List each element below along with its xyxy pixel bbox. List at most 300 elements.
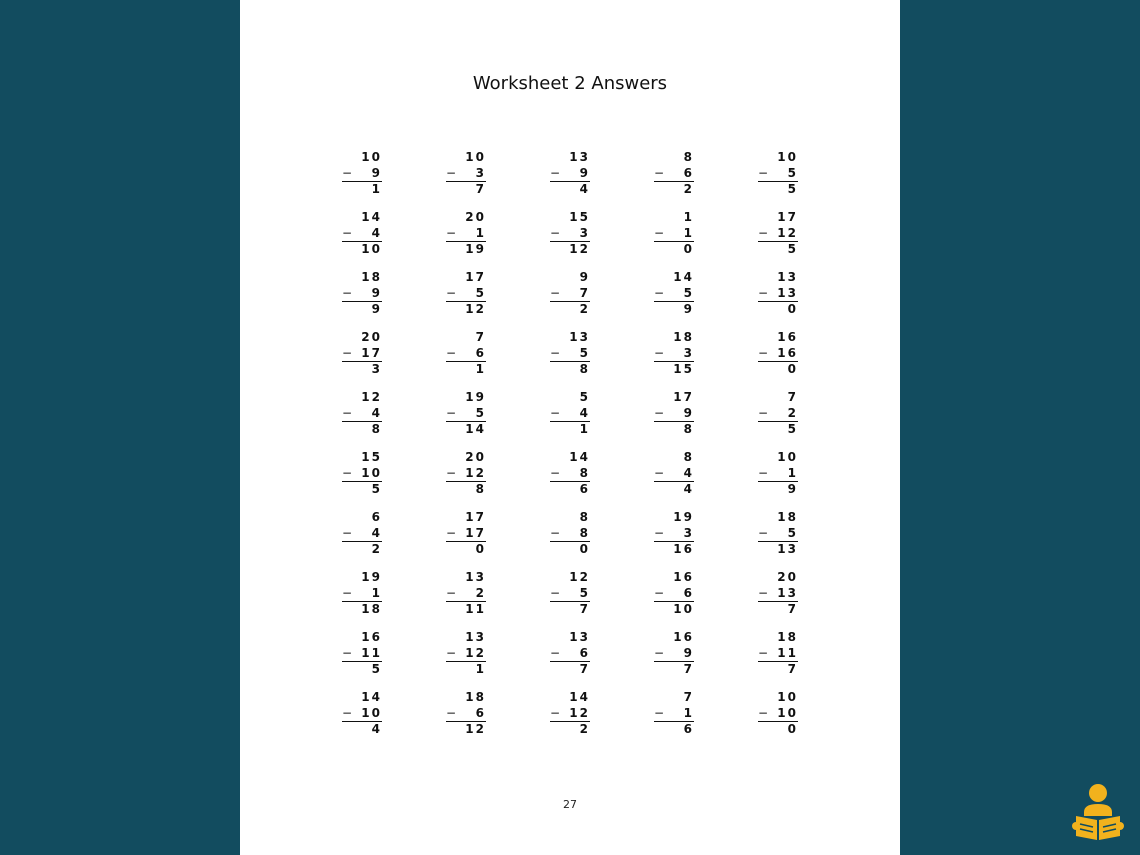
answer: 2 — [579, 302, 590, 316]
subtrahend: 16 — [777, 345, 798, 360]
subtraction-problem — [446, 270, 486, 330]
minuend: 17 — [465, 270, 486, 284]
minuend: 10 — [777, 450, 798, 464]
minuend: 10 — [361, 150, 382, 164]
reading-person-icon — [1070, 782, 1126, 842]
problem-cell — [414, 210, 518, 270]
answer: 7 — [579, 662, 590, 676]
subtrahend: 6 — [683, 585, 694, 600]
subtraction-problem — [758, 330, 798, 390]
minuend: 7 — [475, 330, 486, 344]
problem-cell — [726, 450, 830, 510]
minuend: 17 — [673, 390, 694, 404]
problem-cell — [518, 570, 622, 630]
minuend: 16 — [673, 630, 694, 644]
minuend: 14 — [673, 270, 694, 284]
minuend: 19 — [465, 390, 486, 404]
problem-cell — [414, 270, 518, 330]
minuend: 12 — [361, 390, 382, 404]
answer: 4 — [371, 722, 382, 736]
minus-sign: − — [550, 585, 563, 600]
problem-cell — [726, 150, 830, 210]
minus-sign: − — [342, 345, 355, 360]
subtraction-problem — [654, 390, 694, 450]
problem-cell — [518, 390, 622, 450]
answer: 1 — [371, 182, 382, 196]
minus-sign: − — [758, 165, 771, 180]
answer: 4 — [579, 182, 590, 196]
minus-sign: − — [550, 285, 563, 300]
answer: 8 — [683, 422, 694, 436]
minuend: 16 — [673, 570, 694, 584]
problem-cell — [414, 390, 518, 450]
subtraction-problem — [342, 150, 382, 210]
subtrahend: 8 — [579, 465, 590, 480]
minuend: 15 — [361, 450, 382, 464]
subtrahend: 17 — [465, 525, 486, 540]
minuend: 17 — [777, 210, 798, 224]
subtrahend: 11 — [777, 645, 798, 660]
problem-cell — [310, 570, 414, 630]
minus-sign: − — [550, 465, 563, 480]
subtrahend: 6 — [475, 705, 486, 720]
minus-sign: − — [758, 525, 771, 540]
subtraction-problem — [342, 210, 382, 270]
subtrahend: 12 — [569, 705, 590, 720]
problem-cell — [414, 450, 518, 510]
subtraction-problem — [654, 690, 694, 750]
minus-sign: − — [446, 525, 459, 540]
subtrahend: 9 — [579, 165, 590, 180]
minus-sign: − — [342, 225, 355, 240]
subtrahend: 8 — [579, 525, 590, 540]
minus-sign: − — [550, 405, 563, 420]
minuend: 14 — [569, 690, 590, 704]
subtraction-problem — [446, 570, 486, 630]
problem-cell — [310, 210, 414, 270]
minus-sign: − — [446, 345, 459, 360]
subtraction-problem — [550, 510, 590, 570]
answer: 7 — [475, 182, 486, 196]
minus-sign: − — [342, 465, 355, 480]
answer: 0 — [683, 242, 694, 256]
problem-cell — [726, 330, 830, 390]
problem-cell — [310, 390, 414, 450]
subtraction-problem — [758, 510, 798, 570]
subtraction-problem — [550, 450, 590, 510]
minus-sign: − — [654, 345, 667, 360]
problem-cell — [518, 450, 622, 510]
subtraction-problem — [654, 450, 694, 510]
subtrahend: 1 — [787, 465, 798, 480]
minus-sign: − — [446, 285, 459, 300]
minus-sign: − — [758, 585, 771, 600]
subtraction-problem — [446, 390, 486, 450]
minus-sign: − — [550, 225, 563, 240]
problem-cell — [726, 630, 830, 690]
subtrahend: 6 — [579, 645, 590, 660]
minuend: 10 — [465, 150, 486, 164]
answer: 9 — [683, 302, 694, 316]
problem-cell — [310, 510, 414, 570]
problem-cell — [622, 210, 726, 270]
answer: 2 — [683, 182, 694, 196]
subtrahend: 10 — [777, 705, 798, 720]
problem-cell — [622, 390, 726, 450]
problem-cell — [414, 150, 518, 210]
answer: 10 — [361, 242, 382, 256]
subtraction-problem — [446, 690, 486, 750]
answer: 8 — [371, 422, 382, 436]
subtrahend: 1 — [683, 225, 694, 240]
subtrahend: 6 — [683, 165, 694, 180]
minuend: 8 — [683, 450, 694, 464]
subtraction-problem — [342, 330, 382, 390]
problem-cell — [518, 510, 622, 570]
minuend: 13 — [569, 330, 590, 344]
subtraction-problem — [342, 510, 382, 570]
subtraction-problem — [342, 450, 382, 510]
minuend: 18 — [361, 270, 382, 284]
minuend: 8 — [683, 150, 694, 164]
subtrahend: 6 — [475, 345, 486, 360]
subtraction-problem — [342, 570, 382, 630]
minus-sign: − — [758, 285, 771, 300]
minuend: 14 — [569, 450, 590, 464]
problem-cell — [622, 690, 726, 750]
answer: 14 — [465, 422, 486, 436]
problem-cell — [310, 630, 414, 690]
subtrahend: 4 — [371, 405, 382, 420]
subtrahend: 1 — [371, 585, 382, 600]
subtrahend: 5 — [787, 165, 798, 180]
answer: 19 — [465, 242, 486, 256]
problem-cell — [726, 510, 830, 570]
answer: 7 — [683, 662, 694, 676]
subtraction-problem — [758, 210, 798, 270]
answer: 5 — [371, 482, 382, 496]
problem-cell — [622, 450, 726, 510]
minuend: 20 — [465, 210, 486, 224]
minuend: 16 — [777, 330, 798, 344]
problem-cell — [414, 630, 518, 690]
minuend: 18 — [465, 690, 486, 704]
answer: 11 — [465, 602, 486, 616]
subtraction-problem — [758, 690, 798, 750]
subtraction-problem — [758, 630, 798, 690]
minus-sign: − — [550, 165, 563, 180]
problem-cell — [726, 390, 830, 450]
subtraction-problem — [342, 690, 382, 750]
answer: 0 — [787, 722, 798, 736]
answer: 9 — [787, 482, 798, 496]
minus-sign: − — [446, 705, 459, 720]
subtraction-problem — [446, 630, 486, 690]
minuend: 13 — [465, 570, 486, 584]
problem-cell — [310, 330, 414, 390]
answer: 0 — [475, 542, 486, 556]
answer: 5 — [371, 662, 382, 676]
answer: 1 — [579, 422, 590, 436]
minus-sign: − — [446, 465, 459, 480]
subtraction-problem — [550, 150, 590, 210]
subtraction-problem — [550, 570, 590, 630]
answer: 12 — [465, 302, 486, 316]
minus-sign: − — [654, 405, 667, 420]
answer: 2 — [371, 542, 382, 556]
subtrahend: 3 — [683, 525, 694, 540]
subtraction-problem — [550, 330, 590, 390]
minus-sign: − — [758, 645, 771, 660]
problem-cell — [518, 330, 622, 390]
problem-cell — [518, 210, 622, 270]
minus-sign: − — [446, 645, 459, 660]
minuend: 15 — [569, 210, 590, 224]
minus-sign: − — [446, 405, 459, 420]
minuend: 13 — [569, 630, 590, 644]
minus-sign: − — [342, 405, 355, 420]
answer: 0 — [787, 362, 798, 376]
answer: 5 — [787, 242, 798, 256]
subtraction-problem — [550, 270, 590, 330]
subtrahend: 2 — [475, 585, 486, 600]
answer: 8 — [579, 362, 590, 376]
subtrahend: 11 — [361, 645, 382, 660]
subtraction-problem — [342, 390, 382, 450]
minus-sign: − — [758, 345, 771, 360]
answer: 5 — [787, 422, 798, 436]
minus-sign: − — [342, 285, 355, 300]
subtrahend: 9 — [371, 165, 382, 180]
subtrahend: 3 — [475, 165, 486, 180]
page-number: 27 — [563, 798, 577, 811]
subtrahend: 1 — [683, 705, 694, 720]
minuend: 18 — [673, 330, 694, 344]
minuend: 14 — [361, 210, 382, 224]
subtrahend: 9 — [683, 405, 694, 420]
minus-sign: − — [758, 225, 771, 240]
minus-sign: − — [758, 405, 771, 420]
minus-sign: − — [654, 585, 667, 600]
minus-sign: − — [446, 585, 459, 600]
minuend: 18 — [777, 510, 798, 524]
subtrahend: 10 — [361, 705, 382, 720]
subtrahend: 17 — [361, 345, 382, 360]
subtrahend: 12 — [465, 465, 486, 480]
answer: 7 — [787, 602, 798, 616]
minuend: 13 — [465, 630, 486, 644]
minuend: 1 — [683, 210, 694, 224]
problem-grid — [310, 150, 830, 750]
minus-sign: − — [342, 705, 355, 720]
subtrahend: 5 — [683, 285, 694, 300]
minus-sign: − — [342, 585, 355, 600]
subtraction-problem — [654, 630, 694, 690]
minus-sign: − — [654, 285, 667, 300]
minuend: 13 — [777, 270, 798, 284]
subtraction-problem — [342, 270, 382, 330]
subtrahend: 2 — [787, 405, 798, 420]
minus-sign: − — [550, 705, 563, 720]
subtraction-problem — [654, 570, 694, 630]
problem-cell — [726, 570, 830, 630]
minus-sign: − — [550, 345, 563, 360]
minuend: 10 — [777, 150, 798, 164]
answer: 6 — [579, 482, 590, 496]
answer: 1 — [475, 662, 486, 676]
subtrahend: 3 — [683, 345, 694, 360]
subtraction-problem — [654, 210, 694, 270]
minuend: 19 — [361, 570, 382, 584]
problem-cell — [518, 630, 622, 690]
problem-cell — [726, 210, 830, 270]
subtraction-problem — [758, 270, 798, 330]
answer: 0 — [579, 542, 590, 556]
subtraction-problem — [446, 210, 486, 270]
minus-sign: − — [446, 165, 459, 180]
problem-cell — [622, 150, 726, 210]
subtraction-problem — [654, 510, 694, 570]
subtrahend: 3 — [579, 225, 590, 240]
problem-cell — [310, 690, 414, 750]
subtrahend: 4 — [683, 465, 694, 480]
minuend: 7 — [787, 390, 798, 404]
subtraction-problem — [550, 210, 590, 270]
minus-sign: − — [654, 705, 667, 720]
minus-sign: − — [654, 165, 667, 180]
subtraction-problem — [550, 630, 590, 690]
subtrahend: 5 — [787, 525, 798, 540]
answer: 18 — [361, 602, 382, 616]
subtrahend: 12 — [777, 225, 798, 240]
answer: 12 — [465, 722, 486, 736]
answer: 10 — [673, 602, 694, 616]
minus-sign: − — [550, 525, 563, 540]
problem-cell — [518, 150, 622, 210]
minuend: 20 — [465, 450, 486, 464]
subtrahend: 5 — [579, 585, 590, 600]
subtraction-problem — [758, 150, 798, 210]
answer: 4 — [683, 482, 694, 496]
problem-cell — [518, 270, 622, 330]
subtraction-problem — [550, 690, 590, 750]
minuend: 20 — [361, 330, 382, 344]
minus-sign: − — [654, 225, 667, 240]
subtrahend: 1 — [475, 225, 486, 240]
worksheet-page — [240, 0, 900, 855]
problem-cell — [726, 270, 830, 330]
minus-sign: − — [758, 465, 771, 480]
problem-cell — [726, 690, 830, 750]
subtraction-problem — [758, 390, 798, 450]
problem-cell — [414, 510, 518, 570]
subtraction-problem — [654, 270, 694, 330]
subtrahend: 4 — [371, 225, 382, 240]
problem-cell — [310, 150, 414, 210]
answer: 1 — [475, 362, 486, 376]
subtraction-problem — [758, 570, 798, 630]
subtrahend: 13 — [777, 585, 798, 600]
problem-cell — [622, 330, 726, 390]
answer: 9 — [371, 302, 382, 316]
subtraction-problem — [446, 450, 486, 510]
problem-cell — [414, 330, 518, 390]
problem-cell — [622, 270, 726, 330]
subtrahend: 12 — [465, 645, 486, 660]
answer: 0 — [787, 302, 798, 316]
answer: 2 — [579, 722, 590, 736]
minus-sign: − — [446, 225, 459, 240]
minuend: 20 — [777, 570, 798, 584]
answer: 3 — [371, 362, 382, 376]
subtrahend: 5 — [475, 405, 486, 420]
subtrahend: 10 — [361, 465, 382, 480]
subtraction-problem — [654, 150, 694, 210]
subtraction-problem — [758, 450, 798, 510]
subtraction-problem — [654, 330, 694, 390]
subtraction-problem — [550, 390, 590, 450]
answer: 12 — [569, 242, 590, 256]
page-title: Worksheet 2 Answers — [472, 73, 668, 94]
answer: 5 — [787, 182, 798, 196]
minuend: 8 — [579, 510, 590, 524]
problem-cell — [414, 690, 518, 750]
minuend: 17 — [465, 510, 486, 524]
minuend: 5 — [579, 390, 590, 404]
subtraction-problem — [342, 630, 382, 690]
answer: 7 — [579, 602, 590, 616]
subtrahend: 4 — [371, 525, 382, 540]
problem-cell — [414, 570, 518, 630]
problem-cell — [622, 510, 726, 570]
minuend: 12 — [569, 570, 590, 584]
minus-sign: − — [654, 645, 667, 660]
minus-sign: − — [550, 645, 563, 660]
minuend: 7 — [683, 690, 694, 704]
subtrahend: 5 — [579, 345, 590, 360]
answer: 6 — [683, 722, 694, 736]
minuend: 14 — [361, 690, 382, 704]
minus-sign: − — [342, 645, 355, 660]
problem-cell — [622, 570, 726, 630]
subtraction-problem — [446, 150, 486, 210]
minus-sign: − — [654, 525, 667, 540]
minus-sign: − — [758, 705, 771, 720]
minus-sign: − — [654, 465, 667, 480]
minuend: 10 — [777, 690, 798, 704]
answer: 16 — [673, 542, 694, 556]
subtraction-problem — [446, 330, 486, 390]
subtrahend: 7 — [579, 285, 590, 300]
answer: 13 — [777, 542, 798, 556]
subtrahend: 13 — [777, 285, 798, 300]
answer: 8 — [475, 482, 486, 496]
problem-cell — [310, 450, 414, 510]
minus-sign: − — [342, 525, 355, 540]
minuend: 16 — [361, 630, 382, 644]
minuend: 19 — [673, 510, 694, 524]
minuend: 6 — [371, 510, 382, 524]
answer: 15 — [673, 362, 694, 376]
subtrahend: 9 — [371, 285, 382, 300]
subtrahend: 5 — [475, 285, 486, 300]
minus-sign: − — [342, 165, 355, 180]
problem-cell — [622, 630, 726, 690]
minuend: 18 — [777, 630, 798, 644]
subtraction-problem — [446, 510, 486, 570]
subtrahend: 4 — [579, 405, 590, 420]
minuend: 9 — [579, 270, 590, 284]
